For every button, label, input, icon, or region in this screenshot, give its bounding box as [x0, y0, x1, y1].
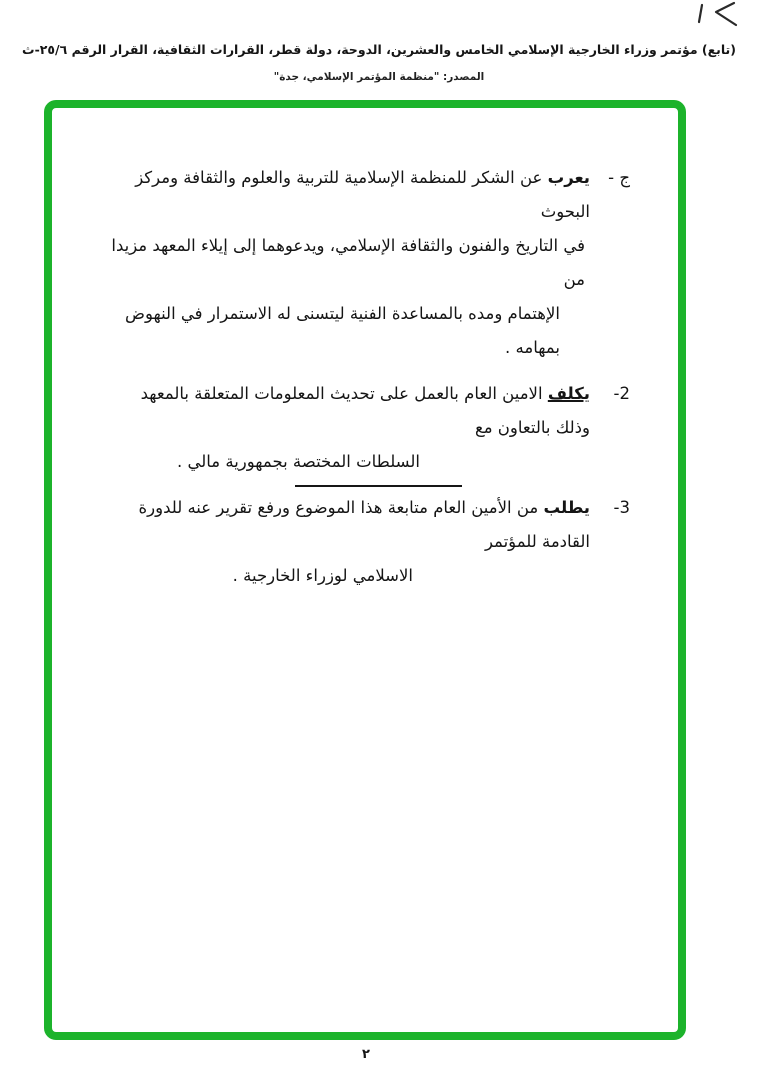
clause-j-line1: [110, 161, 590, 229]
clause-2-line1: [110, 377, 590, 445]
clause-2-text: [110, 377, 590, 479]
clause-2-lead-word: يكلف: [547, 384, 590, 403]
clause-j-line3: الإهتمام ومده بالمساعدة الفنية ليتسنى له الاستمرار في النهوض بمهامه .: [125, 304, 560, 357]
resolution-body: [110, 161, 630, 593]
clause-2: [110, 377, 630, 479]
clause-2-label: 2-: [613, 384, 630, 403]
handwritten-page-mark: [690, 1, 742, 29]
clause-3-line1-rest: من الأمين العام متابعة هذا الموضوع ورفع تقرير عنه للدورة القادمة للمؤتمر: [138, 498, 590, 551]
clause-2-line1-rest: الامين العام بالعمل على تحديث المعلومات المتعلقة بالمعهد وذلك بالتعاون مع: [140, 384, 590, 437]
clause-j: [110, 161, 630, 365]
handwritten-mark-icon: [690, 1, 742, 29]
clause-j-label: ج -: [608, 168, 630, 187]
section-end-rule: [295, 485, 462, 487]
clause-j-line1-rest: عن الشكر للمنظمة الإسلامية للتربية والعلوم والثقافة ومركز البحوث: [135, 168, 590, 221]
clause-j-lead-word: يعرب: [547, 168, 590, 187]
clause-3-label: 3-: [613, 498, 630, 517]
clause-j-text: [110, 161, 590, 365]
clause-3-line1: [110, 491, 590, 559]
clause-3-line2: الاسلامي لوزراء الخارجية .: [232, 566, 413, 585]
document-header-title: (تابع) مؤتمر وزراء الخارجية الإسلامي الخامس والعشرين، الدوحة، دولة قطر، القرارات الثقافية، القرار الرقم ٢٥/٦-ث: [22, 42, 736, 57]
clause-3: [110, 491, 630, 593]
document-source-line: المصدر: "منظمة المؤتمر الإسلامي، جدة": [273, 71, 485, 83]
clause-3-text: [110, 491, 590, 593]
clause-j-line2: في التاريخ والفنون والثقافة الإسلامي، ويدعوهما إلى إيلاء المعهد مزيدا من: [111, 236, 585, 289]
clause-3-lead-word: يطلب: [543, 498, 590, 517]
clause-2-line2: السلطات المختصة بجمهورية مالي .: [176, 452, 420, 471]
page-number: ٢: [362, 1047, 370, 1062]
